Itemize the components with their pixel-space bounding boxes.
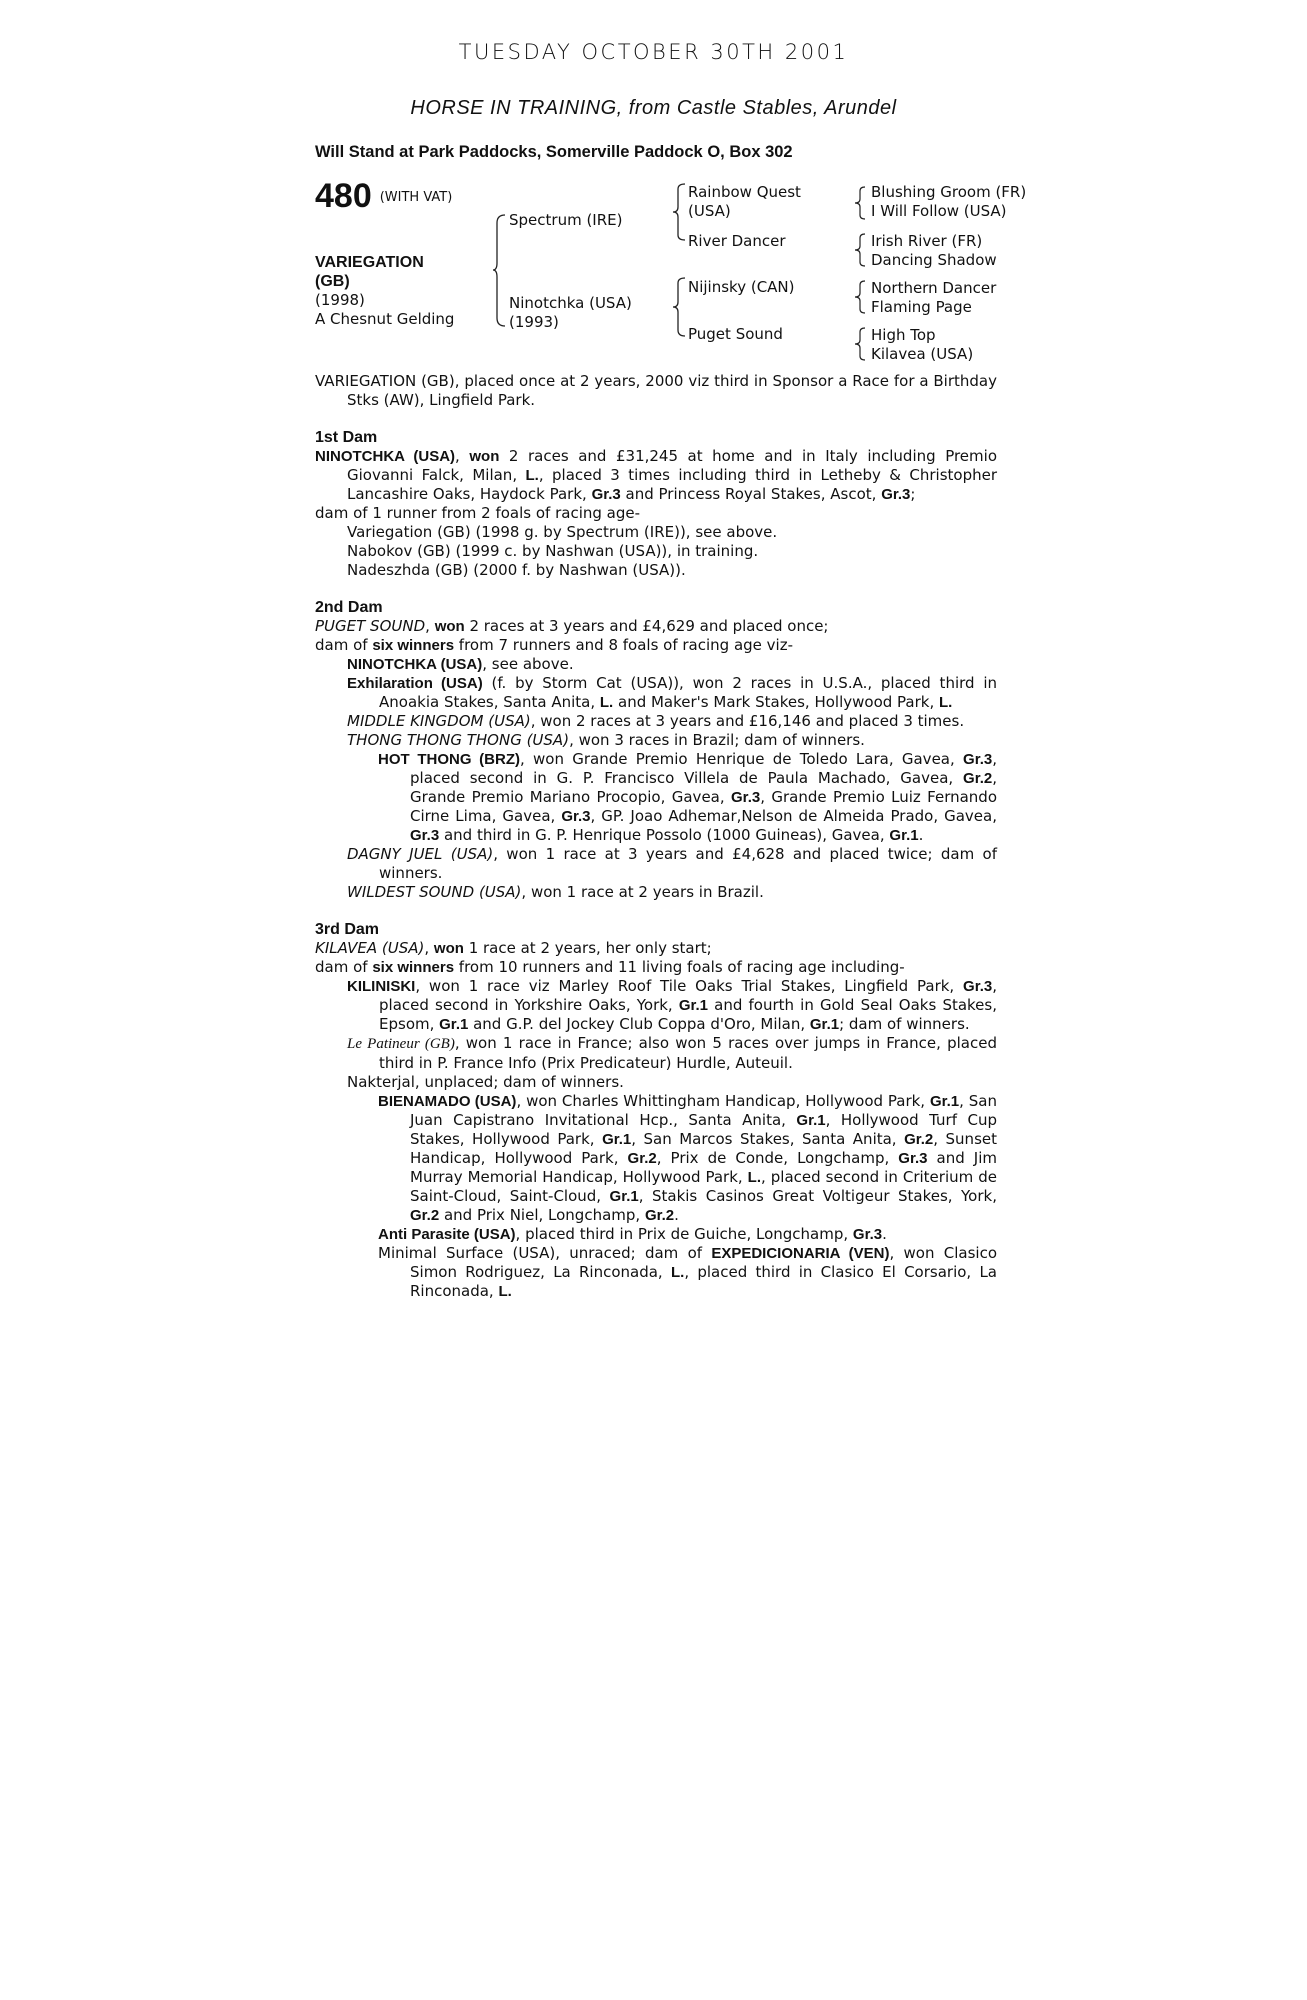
grand-produce-item: HOT THONG (BRZ), won Grande Premio Henrique de Toledo Lara, Gavea, Gr.3, placed second in G. P. Francisco Villela de Paula Machado, Gavea, Gr.2, Grande Premio Mariano Procopio, Gavea, Gr.3, Grande Premio Luiz Fernando Cirne Lima, Gavea, Gr.3, GP. Joao Adhemar,Nelson de Almeida Prado, Gavea, Gr.3 and third in G. P. Henrique Possolo (1000 Guineas), Gavea, Gr.1. xyxy=(378,750,998,844)
dam-parents-brace xyxy=(673,277,687,337)
sire-sire-dam: I Will Follow (USA) xyxy=(871,202,1007,220)
lot-number: 480 xyxy=(315,177,372,215)
gg-brace-1 xyxy=(855,186,867,220)
dam-dam-dam: Kilavea (USA) xyxy=(871,345,974,363)
sire-sire-country: (USA) xyxy=(688,202,731,220)
stand-location: Will Stand at Park Paddocks, Somerville Paddock O, Box 302 xyxy=(315,143,793,161)
lot-number-line xyxy=(315,177,453,215)
first-dam-heading: 1st Dam xyxy=(315,429,378,446)
produce-item: Exhilaration (USA) (f. by Storm Cat (USA)), won 2 races in U.S.A., placed third in Anoakia Stakes, Santa Anita, L. and Maker's Mark Stakes, Hollywood Park, L. xyxy=(347,674,997,711)
dam-sire: Nijinsky (CAN) xyxy=(688,278,795,296)
grand-produce-item: Anti Parasite (USA), placed third in Prix de Guiche, Longchamp, Gr.3. xyxy=(378,1225,887,1243)
gg-brace-2 xyxy=(855,233,867,267)
produce-item: DAGNY JUEL (USA), won 1 race at 3 years and £4,628 and placed twice; dam of winners. xyxy=(347,845,997,882)
second-dam-produce-intro: dam of six winners from 7 runners and 8 foals of racing age viz- xyxy=(315,636,793,654)
dam-year: (1993) xyxy=(509,313,559,331)
produce-item: THONG THONG THONG (USA), won 3 races in Brazil; dam of winners. xyxy=(347,731,865,749)
dam-sire-sire: Northern Dancer xyxy=(871,279,997,297)
grand-produce-item: BIENAMADO (USA), won Charles Whittingham Handicap, Hollywood Park, Gr.1, San Juan Capistrano Invitational Hcp., Santa Anita, Gr.1, Hollywood Turf Cup Stakes, Hollywood Park, Gr.1, San Marcos Stakes, Santa Anita, Gr.2, Sunset Handicap, Hollywood Park, Gr.2, Prix de Conde, Longchamp, Gr.3 and Jim Murray Memorial Handicap, Hollywood Park, L., placed second in Criterium de Saint-Cloud, Saint-Cloud, Gr.1, Stakis Casinos Great Voltigeur Stakes, York, Gr.2 and Prix Niel, Longchamp, Gr.2. xyxy=(378,1092,997,1224)
grand-produce-item: Minimal Surface (USA), unraced; dam of EXPEDICIONARIA (VEN), won Clasico Simon Rodriguez, La Rinconada, L., placed third in Clasico El Corsario, La Rinconada, L. xyxy=(378,1244,997,1300)
produce-item: Le Patineur (GB), won 1 race in France; also won 5 races over jumps in France, placed third in P. France Info (Prix Predicateur) Hurdle, Auteuil. xyxy=(347,1034,997,1072)
vat-note: (WITH VAT) xyxy=(379,190,453,205)
sire-sire-sire: Blushing Groom (FR) xyxy=(871,183,1027,201)
produce-item: WILDEST SOUND (USA), won 1 race at 2 years in Brazil. xyxy=(347,883,764,901)
produce-item: Nadeszhda (GB) (2000 f. by Nashwan (USA)). xyxy=(347,561,686,579)
sale-date: TUESDAY OCTOBER 30TH 2001 xyxy=(458,40,849,64)
third-dam-record: KILAVEA (USA), won 1 race at 2 years, her only start; xyxy=(315,939,712,957)
sire: Spectrum (IRE) xyxy=(509,211,623,229)
produce-item: NINOTCHKA (USA), see above. xyxy=(347,655,574,673)
sire-dam-sire: Irish River (FR) xyxy=(871,232,983,250)
gg-brace-4 xyxy=(855,327,867,361)
third-dam-produce-intro: dam of six winners from 10 runners and 11 living foals of racing age including- xyxy=(315,958,905,976)
produce-item: KILINISKI, won 1 race viz Marley Roof Tile Oaks Trial Stakes, Lingfield Park, Gr.3, placed second in Yorkshire Oaks, York, Gr.1 and fourth in Gold Seal Oaks Stakes, Epsom, Gr.1 and G.P. del Jockey Club Coppa d'Oro, Milan, Gr.1; dam of winners. xyxy=(347,977,997,1033)
third-dam-heading: 3rd Dam xyxy=(315,921,380,938)
horse-country: (GB) xyxy=(315,273,350,290)
horse-summary: VARIEGATION (GB), placed once at 2 years, 2000 viz third in Sponsor a Race for a Birthday Stks (AW), Lingfield Park. xyxy=(315,372,997,409)
dam-sire-dam: Flaming Page xyxy=(871,298,972,316)
horse-in-training-subtitle: HORSE IN TRAINING, from Castle Stables, Arundel xyxy=(410,97,897,119)
sire-dam: River Dancer xyxy=(688,232,786,250)
gg-brace-3 xyxy=(855,280,867,314)
horse-name: VARIEGATION xyxy=(315,254,424,271)
sire-dam-dam: Dancing Shadow xyxy=(871,251,997,269)
second-dam-heading: 2nd Dam xyxy=(315,599,383,616)
produce-item: Nabokov (GB) (1999 c. by Nashwan (USA)), in training. xyxy=(347,542,759,560)
pedigree-table xyxy=(315,177,1035,370)
produce-item: Variegation (GB) (1998 g. by Spectrum (IRE)), see above. xyxy=(347,523,778,541)
horse-year: (1998) xyxy=(315,291,365,309)
produce-item: MIDDLE KINGDOM (USA), won 2 races at 3 years and £16,146 and placed 3 times. xyxy=(347,712,965,730)
dam-dam: Puget Sound xyxy=(688,325,783,343)
sire-sire: Rainbow Quest xyxy=(688,183,801,201)
horse-description: A Chesnut Gelding xyxy=(315,310,455,328)
dam-dam-sire: High Top xyxy=(871,326,936,344)
produce-item: Nakterjal, unplaced; dam of winners. xyxy=(347,1073,624,1091)
second-dam-record: PUGET SOUND, won 2 races at 3 years and £4,629 and placed once; xyxy=(315,617,829,635)
dam: Ninotchka (USA) xyxy=(509,294,632,312)
catalogue-body xyxy=(315,372,997,1301)
sire-parents-brace xyxy=(673,183,687,241)
first-dam-record: NINOTCHKA (USA), won 2 races and £31,245 at home and in Italy including Premio Giovanni Falck, Milan, L., placed 3 times including third in Letheby & Christopher Lancashire Oaks, Haydock Park, Gr.3 and Princess Royal Stakes, Ascot, Gr.3; xyxy=(315,447,998,503)
first-dam-produce-intro: dam of 1 runner from 2 foals of racing age- xyxy=(315,504,641,522)
sire-dam-brace xyxy=(493,213,507,328)
